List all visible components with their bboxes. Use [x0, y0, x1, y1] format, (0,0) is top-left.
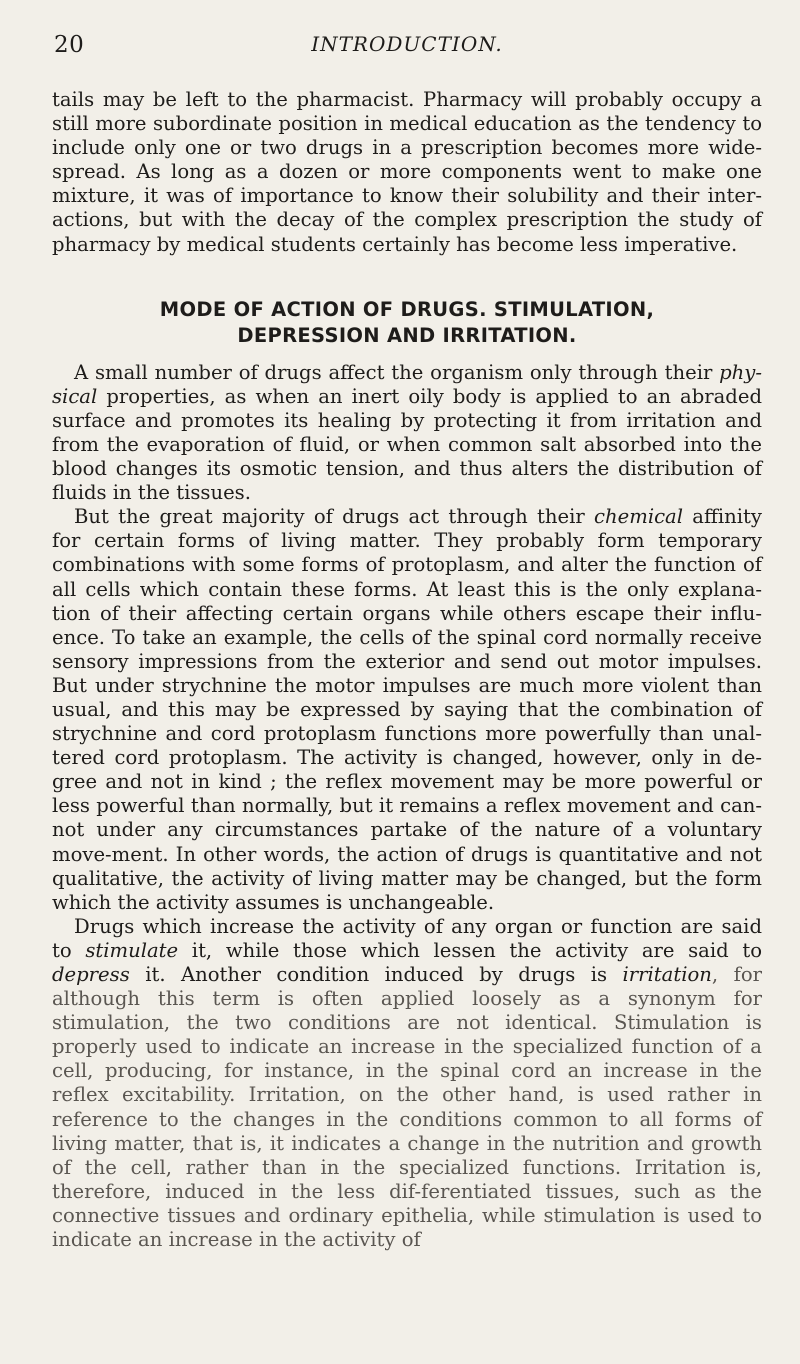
emphasis-chemical: chemical	[594, 505, 684, 529]
emphasis-depress: depress	[52, 963, 130, 986]
section-heading	[52, 297, 762, 349]
emphasis-irritation: irritation	[622, 963, 712, 986]
section-heading-line-2: DEPRESSION AND IRRITATION.	[237, 323, 577, 347]
paragraph-text-faded: , for although this term is often applied loosely as a synonym for stimulation, the two conditions are not identical. Stimulation is properly used to indicate an increase in the specialized function of a cell, producing, for instance, in the spinal cord an increase in the reflex excitability. Irritation, on the other hand, is used rather in reference to the changes in the conditions common to all forms of living matter, that is, it indicates a change in the nutrition and growth of the cell, rather than in the specialized functions. Irritation is, therefore, induced in the less dif-ferentiated tissues, such as the connective tissues and ordinary epithelia, while stimulation is used to indicate an increase in the activity of	[52, 963, 762, 1252]
paragraph-text: affinity for certain forms of living matter. They probably form temporary combinations with some forms of protoplasm, and alter the function of all cells which contain these forms. At least this is the only explana-tion of their affecting certain organs while others escape their influ-ence. To take an example, the cells of the spinal cord normally receive sensory impressions from the exterior and send out motor impulses. But under strychnine the motor impulses are much more violent than usual, and this may be expressed by saying that the combination of strychnine and cord protoplasm functions more powerfully than unal-tered cord protoplasm. The activity is changed, however, only in de-gree and not in kind ; the reflex movement may be more powerful or less powerful than normally, but it remains a reflex movement and can-not under any circumstances partake of the nature of a voluntary move-ment. In other words, the action of drugs is quantitative and not qualitative, the activity of living matter may be changed, but the form which the activity assumes is unchangeable.	[52, 505, 762, 914]
emphasis-stimulate: stimulate	[85, 938, 179, 962]
paragraph-stimulation-irritation	[52, 915, 762, 1252]
section-heading-line-1: MODE OF ACTION OF DRUGS. STIMULATION,	[159, 297, 655, 321]
paragraph-pharmacy: tails may be left to the pharmacist. Pharmacy will probably occupy a still more subordinate position in medical education as the tendency to include only one or two drugs in a prescription becomes more wide-spread. As long as a dozen or more components went to make one mixture, it was of importance to know their solubility and their inter-actions, but with the decay of the complex prescription the study of pharmacy by medical students certainly has become less imperative.	[52, 88, 762, 256]
paragraph-text: it, while those which lessen the activity are said to	[178, 938, 762, 962]
paragraph-text: But the great majority of drugs act through their	[74, 505, 595, 529]
paragraph-text: A small number of drugs affect the organism only through their	[74, 360, 720, 384]
emphasis-physical: phy-sical	[52, 360, 762, 408]
paragraph-text: properties, as when an inert oily body is applied to an abraded surface and promotes its healing by protecting it from irritation and from the evaporation of fluid, or when common salt absorbed into the blood changes its osmotic tension, and thus alters the distribution of fluids in the tissues.	[52, 384, 762, 505]
page-header	[52, 30, 762, 60]
running-head: INTRODUCTION.	[311, 32, 503, 56]
paragraph-chemical-affinity	[52, 505, 762, 915]
paragraph-text: it. Another condition induced by drugs is	[129, 963, 623, 986]
page-number: 20	[54, 32, 85, 58]
paragraph-physical-properties	[52, 361, 762, 506]
book-page	[52, 30, 762, 1252]
paragraph-text: Drugs which increase the activity of any organ or function are said to	[52, 914, 762, 962]
